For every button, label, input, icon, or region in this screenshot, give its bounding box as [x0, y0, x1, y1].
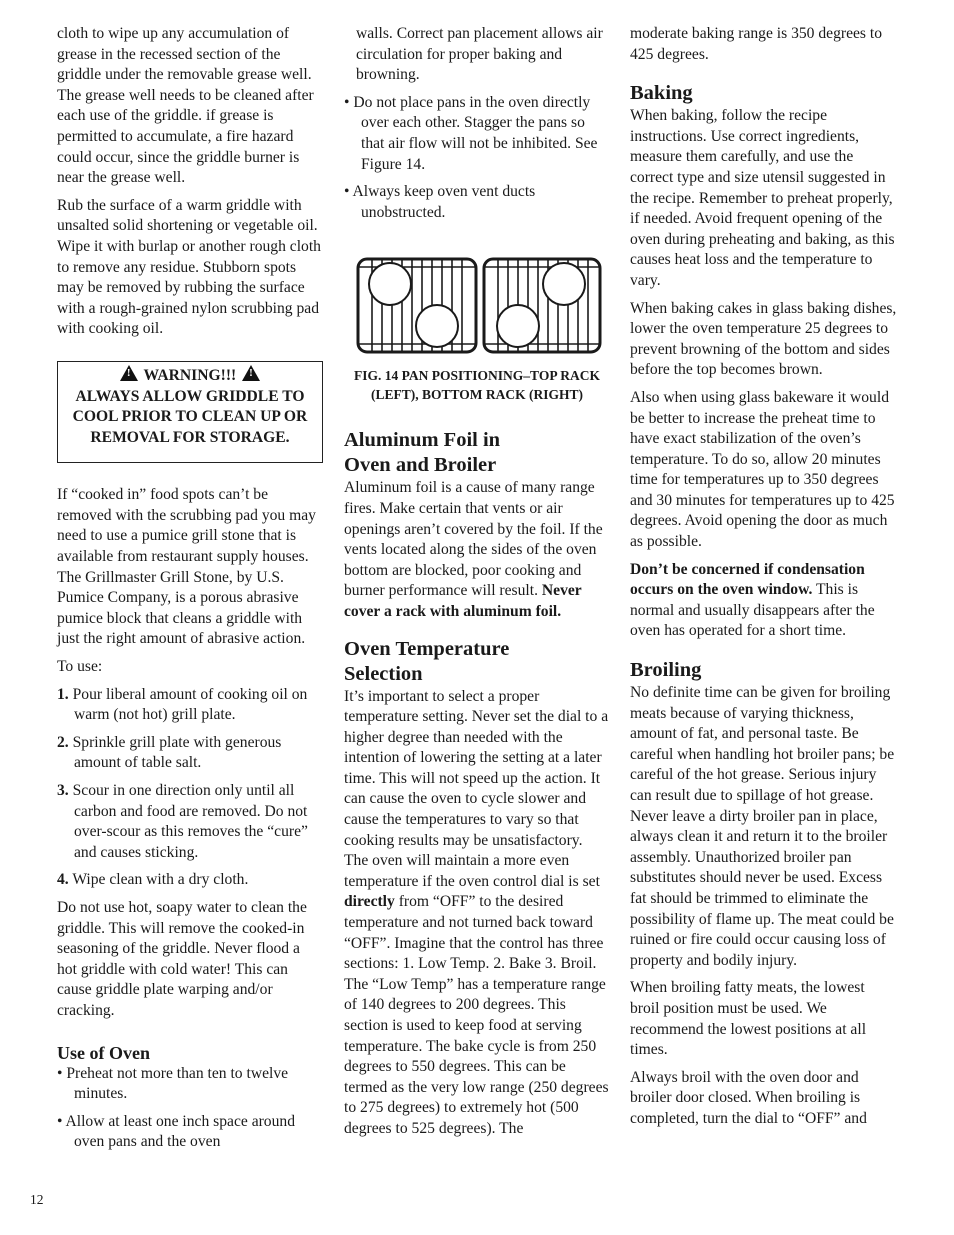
griddle-paragraph-1: cloth to wipe up any accumulation of grease in the recessed section of the griddle under the removable grease well. The grease well needs to be cleaned after each use of the griddle. if grease is permitted to accumulate, a fire hazard could occur, since the griddle burner is near the grease well. [57, 25, 314, 187]
warning-triangle-icon: ! [120, 365, 138, 381]
page-number: 12 [30, 1192, 44, 1207]
broiling-paragraph-3: Always broil with the oven door and broiler door closed. When broiling is completed, turn the dial to “OFF” and [630, 1068, 867, 1127]
aluminum-foil-paragraph: Aluminum foil is a cause of many range fires. Make certain that vents or air openings aren’t covered by the foil. If the vents located along the sides of the oven bottom are blocked, poor cooking and burner performance will result. Never cover a rack with aluminum foil. [344, 479, 603, 620]
broiling-heading: Broiling [630, 659, 702, 682]
baking-paragraph-2: When baking cakes in glass baking dishes, lower the oven temperature 25 degrees to prevent browning of the bottom and sides before the top becomes brown. [630, 299, 897, 379]
walls-paragraph: walls. Correct pan placement allows air circulation for proper baking and browning. [356, 25, 603, 84]
oven-temperature-paragraph: It’s important to select a proper temperature setting. Never set the dial to a higher degree than needed with the intention of lowering the setting at a later time. This will not speed up the action. It can cause the oven to cycle slower and cause the temperatures to vary so that cooking results may be unsatisfactory. The oven will maintain a more even temperature if the oven control dial is set directly from “OFF” to the desired temperature and not turned back toward “OFF”. Imagine that the control has three sections: 1. Low Temp. 2. Bake 3. Broil. The “Low Temp” has a temperature range of 140 degrees to 200 degrees. This section is used to keep food at serving temperature. The bake cycle is from 250 degrees to 550 degrees. This can be termed as the very low range (250 degrees to 275 degrees) to extremely hot (500 degrees to 525 degrees). The [344, 687, 609, 1137]
figure-14 [344, 257, 610, 404]
baking-range-paragraph: moderate baking range is 350 degrees to 425 degrees. [630, 25, 883, 63]
aluminum-foil-heading: Aluminum Foil in Oven and Broiler [344, 429, 501, 477]
griddle-paragraph-4: Do not use hot, soapy water to clean the griddle. This will remove the cooked-in seasoning of the griddle. Never flood a hot griddle with cold water! This can cause griddle plate warping and/or cracking. [57, 898, 307, 1019]
pumice-paragraph: If “cooked in” food spots can’t be removed with the scrubbing pad you may need to use a pumice grill stone that is available from restaurant supply houses. The Grillmaster Grill Stone, by U.S. Pumice Company, is a porous abrasive pumice block that cleans a griddle with just the right amount of abrasive action. [57, 486, 316, 648]
broiling-paragraph-1: No definite time can be given for broiling meats because of varying thickness, amount of fat, and personal taste. Be careful when handling hot broiler pans; be careful of the hot grease. Serious injury can result due to spillage of hot grease. Never leave a dirty broiler pan in place, always clean it and return it to the broiler assembly. Unauthorized broiler pan substitutes should never be used. Excess fat should be trimmed to eliminate the possibility of flame up. The meat could be ruined or fire could occur causing loss of property and bodily injury. [630, 684, 895, 969]
step-item: 4. Wipe clean with a dry cloth. [57, 871, 249, 889]
figure-caption: FIG. 14 PAN POSITIONING–TOP RACK (LEFT), BOTTOM RACK (RIGHT) [354, 368, 600, 403]
warning-title: WARNING!!! [143, 366, 237, 384]
baking-paragraph-3: Also when using glass bakeware it would be better to increase the preheat time to have exact stabilization of the oven’s temperature. To do so, allow 20 minutes time for temperatures up to 350 degrees and 30 minutes for temperatures up to 425 degrees. Avoid opening the door as much as possible. [630, 388, 895, 551]
column-left [57, 24, 323, 1160]
warning-title-line [64, 365, 316, 387]
to-use-label: To use: [57, 658, 103, 676]
pan-positioning-diagram [344, 257, 610, 357]
warning-triangle-icon: ! [242, 365, 260, 381]
bullet-item: • Always keep oven vent ducts unobstructed. [344, 183, 536, 221]
top-rack-drawing [358, 259, 476, 352]
bullet-item: • Allow at least one inch space around oven pans and the oven [57, 1112, 295, 1151]
warning-box [57, 361, 323, 463]
warning-text: ALWAYS ALLOW GRIDDLE TO COOL PRIOR TO CLEAN UP OR REMOVAL FOR STORAGE. [72, 387, 308, 446]
bullet-item: • Preheat not more than ten to twelve minutes. [57, 1064, 289, 1103]
broiling-paragraph-2: When broiling fatty meats, the lowest broil position must be used. We recommend the lowest positions at all times. [630, 979, 867, 1059]
baking-heading: Baking [630, 82, 693, 105]
oven-temperature-heading: Oven Temperature Selection [344, 637, 510, 685]
step-item: 3. Scour in one direction only until all carbon and food are removed. Do not over-scour as this removes the “cure” and causes sticking. [57, 782, 308, 861]
step-item: 2. Sprinkle grill plate with generous amount of table salt. [57, 733, 282, 772]
bottom-rack-drawing [484, 259, 600, 352]
baking-paragraph-4: Don’t be concerned if condensation occurs on the oven window. This is normal and usually disappears after the oven has operated for a short time. [630, 560, 875, 640]
baking-paragraph-1: When baking, follow the recipe instructions. Use correct ingredients, measure them carefully, and use the correct type and size utensil suggested in the recipe. Remember to preheat properly, if needed. Avoid frequent opening of the oven during preheating and baking, as this causes heat loss and the temperature to vary. [630, 107, 895, 289]
bullet-item: • Do not place pans in the oven directly over each other. Stagger the pans so that air flow will not be inhibited. See Figure 14. [344, 93, 598, 173]
use-of-oven-heading: Use of Oven [57, 1042, 150, 1063]
column-right [630, 24, 898, 1137]
griddle-paragraph-2: Rub the surface of a warm griddle with unsalted solid shortening or vegetable oil. Wipe it with burlap or another rough cloth to remove any residue. Stubborn spots may be removed by rubbing the surface with a rough-grained nylon scrubbing pad with cooking oil. [57, 196, 321, 338]
column-middle [344, 24, 610, 1147]
step-item: 1. Pour liberal amount of cooking oil on warm (not hot) grill plate. [57, 685, 308, 724]
